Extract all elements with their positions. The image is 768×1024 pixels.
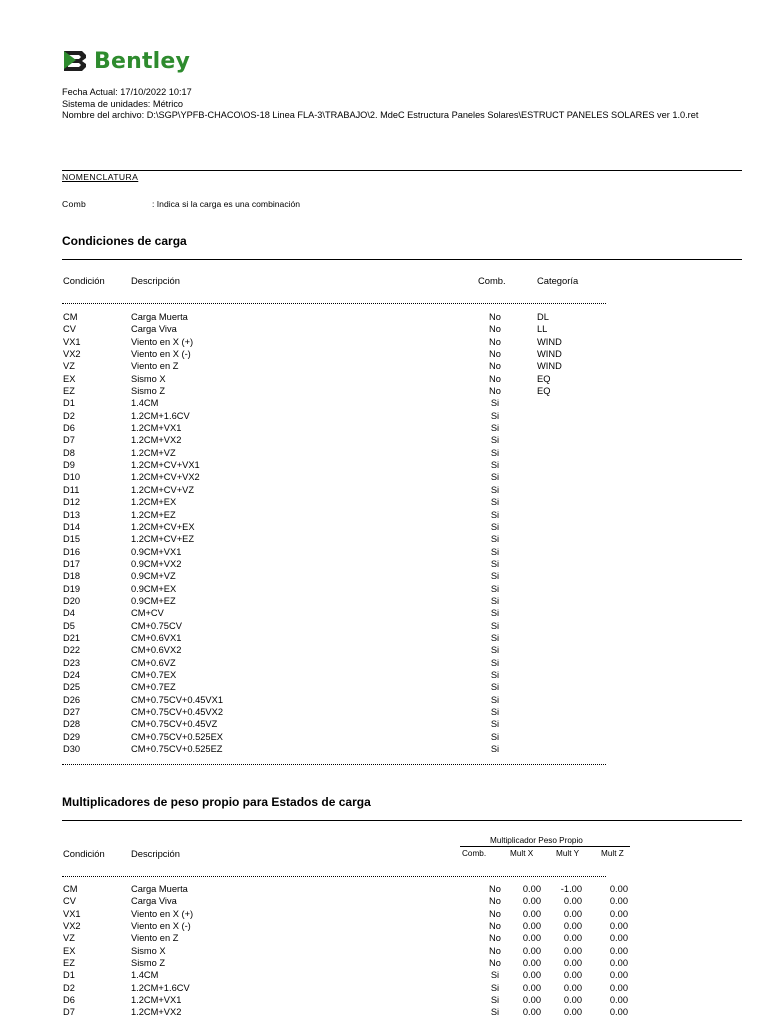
table-cell: VX1 [63,336,81,347]
table-cell: CM+0.75CV+0.45VX2 [131,707,223,717]
table-cell: 0.9CM+EZ [131,595,176,606]
table-cell: 1.2CM+CV+EX [131,521,195,532]
table-cell: 1.2CM+CV+EZ [131,534,195,545]
table-cell: Si [490,447,500,458]
table-row [0,323,768,335]
table-cell: 0.9CM+VX1 [131,546,182,557]
table-cell: No [489,336,501,347]
table-cell: 0.00 [563,933,582,944]
table-row [0,459,768,471]
table-row [0,957,768,969]
table-row [0,360,768,372]
table-cell: 0.00 [522,995,541,1006]
table-cell: 0.00 [522,982,541,993]
table-cell: CM+CV [131,608,164,619]
table-row [0,521,768,533]
table-cell: D9 [63,460,75,471]
nombre-archivo: Nombre del archivo: D:\SGP\YPFB-CHACO\OS-18 Linea FLA-3\TRABAJO\2. MdeC Estructura Paneles Solares\ESTRUCT PANELES SOLARES ver 1.0.ret [62,110,699,120]
col-header-comb: Comb. [478,275,506,286]
table-cell: CM [63,312,78,322]
table-cell: D7 [63,435,75,446]
table-row [0,883,768,895]
table-cell: Carga Viva [131,324,177,335]
table-cell: Si [490,460,500,471]
table-cell: Si [490,521,500,532]
table-cell: CM+0.75CV+0.525EZ [131,744,223,755]
table-row [0,731,768,743]
table-cell: EX [63,945,76,956]
table-cell: 0.00 [609,884,628,894]
table-cell: 0.00 [563,896,582,907]
table-cell: EX [63,373,76,384]
table-cell: CM+0.75CV+0.525EX [131,731,223,742]
table-cell: Si [490,657,500,668]
table-row [0,743,768,755]
col-header-descripcion: Descripción [131,275,180,286]
table-cell: 0.00 [563,1007,582,1018]
table-cell: Si [490,558,500,569]
col-header-condicion: Condición [63,848,105,859]
table-cell: D1 [63,398,75,409]
divider [62,170,742,171]
table-cell: Viento en Z [131,361,179,372]
table-cell: 0.00 [609,933,628,944]
table-row [0,583,768,595]
table-cell: Si [490,731,500,742]
nomenclatura-definition: : Indica si la carga es una combinación [152,199,301,209]
condiciones-table [0,311,768,755]
table-cell: Si [490,608,500,619]
table-cell: No [489,312,501,322]
table-cell: 0.00 [563,908,582,919]
table-cell: No [489,908,501,919]
table-row [0,558,768,570]
table-row [0,570,768,582]
table-cell: Sismo X [131,945,166,956]
table-cell: 0.00 [609,982,628,993]
table-cell: Si [490,694,500,705]
table-cell: CM [63,884,78,894]
table-cell: D28 [63,719,81,730]
table-cell: 0.9CM+VX2 [131,558,182,569]
table-cell: 0.00 [609,995,628,1006]
table-cell: Si [490,398,500,409]
table-cell: Si [490,484,500,495]
table-row [0,434,768,446]
table-cell: D21 [63,632,81,643]
table-cell: 1.4CM [131,398,159,409]
table-cell: VZ [63,361,75,372]
table-cell: Carga Muerta [131,312,188,322]
table-cell: Si [490,583,500,594]
table-cell: 1.2CM+1.6CV [131,982,190,993]
table-cell: No [489,945,501,956]
sistema-unidades: Sistema de unidades: Métrico [62,98,184,109]
table-cell: 1.4CM [131,970,159,981]
table-cell: Sismo X [131,373,166,384]
table-cell: CM+0.6VZ [131,657,176,668]
table-row [0,471,768,483]
table-cell: D17 [63,558,81,569]
table-cell: 0.00 [522,970,541,981]
table-cell: 0.00 [522,933,541,944]
table-cell: CM+0.6VX2 [131,645,182,656]
table-cell: D14 [63,521,81,532]
table-row [0,706,768,718]
table-cell: WIND [537,336,562,347]
report-meta [62,87,698,122]
table-cell: 1.2CM+1.6CV [131,410,190,421]
table-cell: No [489,896,501,907]
table-cell: 0.00 [563,995,582,1006]
table-cell: D8 [63,447,75,458]
table-cell: D2 [63,410,75,421]
table-cell: 0.00 [609,945,628,956]
table-cell: Si [490,632,500,643]
table-cell: D5 [63,620,75,631]
table-row [0,669,768,681]
table-row [0,533,768,545]
table-cell: No [489,349,501,360]
table-row [0,496,768,508]
section-title-condiciones: Condiciones de carga [62,234,187,248]
col-header-descripcion: Descripción [131,848,180,859]
table-cell: 0.00 [522,945,541,956]
table-cell: Carga Viva [131,896,177,907]
table-cell: D13 [63,509,81,520]
table-cell: 0.00 [609,896,628,907]
table-row [0,447,768,459]
table-cell: D30 [63,744,81,755]
table-cell: D29 [63,731,81,742]
table-cell: Viento en X (+) [131,908,194,919]
table-cell: -1.00 [560,884,582,894]
table-cell: CM+0.7EX [131,669,177,680]
bentley-b-icon [62,49,88,73]
table-row [0,895,768,907]
table-row [0,484,768,496]
table-cell: VX1 [63,908,81,919]
table-cell: Viento en X (-) [131,349,191,360]
table-cell: Si [490,423,500,434]
table-cell: 0.00 [522,1007,541,1018]
table-cell: No [489,921,501,932]
table-cell: 0.00 [522,958,541,969]
table-cell: No [489,373,501,384]
table-cell: 0.00 [563,945,582,956]
table-cell: Si [490,571,500,582]
table-cell: EZ [63,958,75,969]
section-title-multiplicadores: Multiplicadores de peso propio para Estados de carga [62,795,371,809]
table-cell: 0.00 [522,896,541,907]
table-cell: 0.9CM+EX [131,583,177,594]
table-cell: 0.00 [522,908,541,919]
table-row [0,920,768,932]
table-cell: Si [490,645,500,656]
table-cell: 0.00 [522,921,541,932]
table-cell: CM+0.6VX1 [131,632,182,643]
table-cell: 0.00 [609,921,628,932]
table-cell: 1.2CM+EX [131,497,177,508]
table-row [0,908,768,920]
group-header-rule [460,846,630,847]
table-row [0,546,768,558]
table-cell: Viento en X (+) [131,336,194,347]
table-cell: D10 [63,472,81,483]
table-row [0,397,768,409]
bentley-logo-text: Bentley [94,48,191,74]
table-cell: LL [537,324,548,335]
table-cell: 0.00 [563,958,582,969]
table-cell: Si [490,744,500,755]
table-cell: CM+0.75CV+0.45VX1 [131,694,223,705]
table-cell: CV [63,896,76,907]
table-row [0,620,768,632]
table-row [0,336,768,348]
table-row [0,509,768,521]
table-cell: D27 [63,707,81,717]
table-cell: Si [490,1007,500,1018]
table-cell: No [489,958,501,969]
fecha-actual: Fecha Actual: 17/10/2022 10:17 [62,87,192,97]
table-bottom-rule [62,764,606,765]
table-cell: D23 [63,657,81,668]
table-cell: D2 [63,982,75,993]
table-top-rule [62,876,606,877]
table-cell: Viento en X (-) [131,921,191,932]
table-cell: Si [490,534,500,545]
table-cell: Si [490,435,500,446]
table-cell: VZ [63,933,75,944]
table-row [0,982,768,994]
table-cell: D1 [63,970,75,981]
table-row [0,694,768,706]
table-row [0,422,768,434]
table-cell: Carga Muerta [131,884,188,894]
table-cell: 0.00 [522,884,541,894]
table-cell: 0.00 [609,908,628,919]
table-cell: 1.2CM+CV+VZ [131,484,195,495]
multiplicadores-table [0,883,768,1019]
col-header-mult-z: Mult Z [601,849,624,858]
table-cell: Si [490,707,500,717]
table-cell: D16 [63,546,81,557]
table-cell: 0.00 [609,970,628,981]
table-cell: Si [490,620,500,631]
table-cell: D6 [63,423,75,434]
col-header-categoria: Categoría [537,275,579,286]
table-cell: Si [490,982,500,993]
table-cell: D6 [63,995,75,1006]
table-cell: DL [537,312,549,322]
table-cell: Si [490,497,500,508]
table-cell: 1.2CM+CV+VX1 [131,460,200,471]
table-cell: Si [490,546,500,557]
table-cell: WIND [537,349,562,360]
table-cell: D19 [63,583,81,594]
table-row [0,348,768,360]
col-header-comb: Comb. [462,849,487,858]
table-row [0,595,768,607]
table-cell: 0.00 [563,921,582,932]
table-top-rule [62,303,606,304]
table-cell: 0.00 [563,970,582,981]
table-cell: No [489,324,501,335]
table-cell: Si [490,719,500,730]
table-row [0,311,768,323]
table-cell: VX2 [63,349,81,360]
table-row [0,1006,768,1018]
table-cell: D12 [63,497,81,508]
table-cell: No [489,361,501,372]
table-cell: 1.2CM+VX2 [131,435,182,446]
table-row [0,644,768,656]
table-row [0,718,768,730]
nomenclatura-title: NOMENCLATURA [62,172,139,182]
table-row [0,410,768,422]
table-row [0,607,768,619]
table-cell: 1.2CM+VX1 [131,995,182,1006]
col-header-mult-y: Mult Y [556,849,580,858]
table-cell: 0.9CM+VZ [131,571,176,582]
table-cell: 1.2CM+VX1 [131,423,182,434]
divider [62,259,742,260]
table-cell: Si [490,995,500,1006]
nomenclatura-term: Comb [62,199,87,209]
table-cell: No [489,386,501,397]
table-cell: Sismo Z [131,958,166,969]
divider [62,820,742,821]
table-cell: WIND [537,361,562,372]
col-header-condicion: Condición [63,275,105,286]
table-row [0,385,768,397]
table-cell: Si [490,410,500,421]
table-row [0,373,768,385]
table-cell: D11 [63,484,80,495]
table-cell: No [489,884,501,894]
table-cell: D18 [63,571,81,582]
group-header-multiplicador: Multiplicador Peso Propio [490,836,583,845]
table-cell: D24 [63,669,81,680]
table-cell: D15 [63,534,81,545]
table-cell: 1.2CM+VX2 [131,1007,182,1018]
table-row [0,969,768,981]
table-cell: Si [490,970,500,981]
table-row [0,681,768,693]
table-cell: CM+0.75CV [131,620,182,631]
table-cell: D22 [63,645,81,656]
table-cell: EQ [537,373,551,384]
table-cell: Viento en Z [131,933,179,944]
table-cell: 0.00 [609,958,628,969]
table-cell: VX2 [63,921,81,932]
table-cell: D20 [63,595,81,606]
table-cell: D26 [63,694,81,705]
table-row [0,994,768,1006]
table-cell: Sismo Z [131,386,166,397]
table-cell: D25 [63,682,81,693]
table-row [0,657,768,669]
table-cell: EQ [537,386,551,397]
table-cell: 1.2CM+CV+VX2 [131,472,200,483]
col-header-mult-x: Mult X [510,849,534,858]
bentley-logo [62,48,190,74]
table-cell: Si [490,682,500,693]
table-row [0,632,768,644]
table-cell: CM+0.75CV+0.45VZ [131,719,218,730]
table-cell: Si [490,472,500,483]
table-cell: CM+0.7EZ [131,682,176,693]
table-cell: D4 [63,608,75,619]
table-row [0,945,768,957]
table-row [0,932,768,944]
table-cell: Si [490,595,500,606]
table-cell: Si [490,509,500,520]
table-cell: D7 [63,1007,75,1018]
table-cell: CV [63,324,76,335]
table-cell: Si [490,669,500,680]
table-cell: 0.00 [563,982,582,993]
table-cell: 1.2CM+EZ [131,509,176,520]
table-cell: No [489,933,501,944]
table-cell: 0.00 [609,1007,628,1018]
table-cell: 1.2CM+VZ [131,447,176,458]
table-cell: EZ [63,386,75,397]
